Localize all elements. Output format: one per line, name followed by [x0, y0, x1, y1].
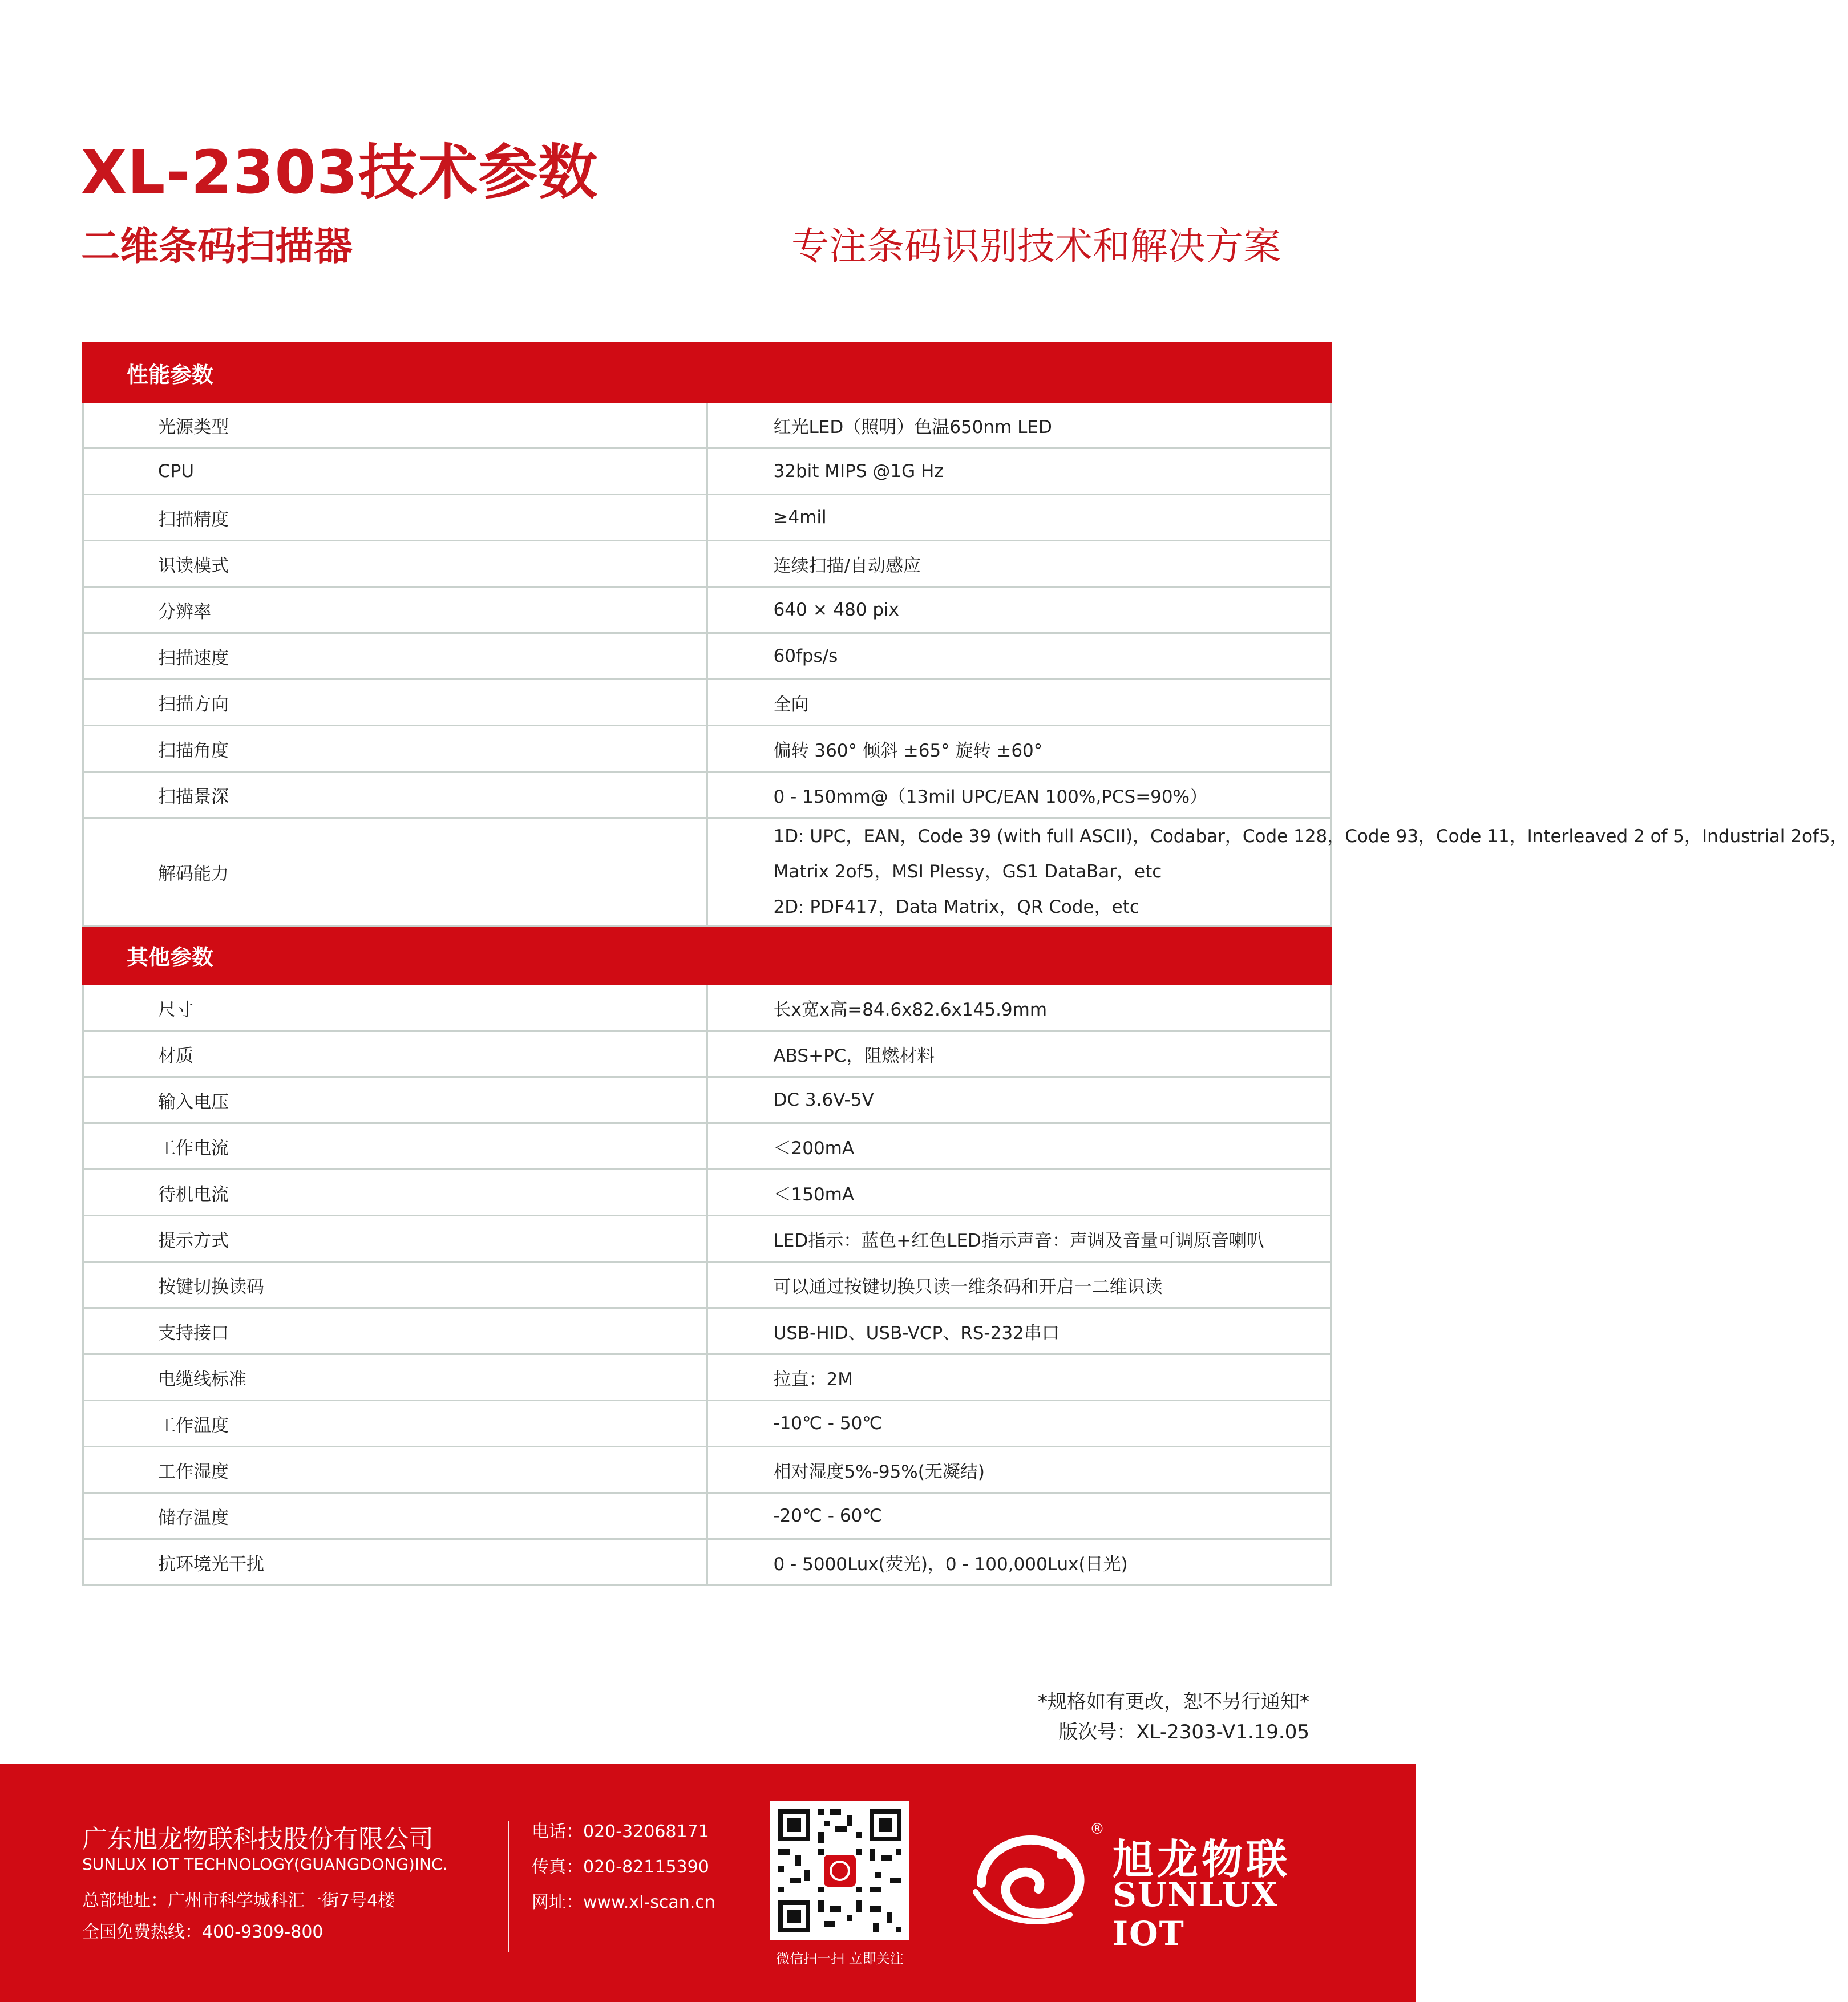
spec-value: -10℃ - 50℃: [707, 1401, 1331, 1447]
spec-label: 电缆线标准: [83, 1354, 707, 1401]
spec-value: ≥4mil: [707, 495, 1331, 541]
spec-label: 尺寸: [83, 985, 707, 1031]
spec-value: 0 - 150mm@（13mil UPC/EAN 100%,PCS=90%）: [707, 772, 1331, 818]
footer-divider: [508, 1821, 509, 1952]
spec-row: [83, 1401, 1331, 1447]
version-note: 版次号：XL-2303-V1.19.05: [1058, 1721, 1309, 1744]
spec-row: [83, 1354, 1331, 1401]
spec-label: 扫描方向: [83, 680, 707, 726]
spec-row: [83, 495, 1331, 541]
spec-value: 偏转 360° 倾斜 ±65° 旋转 ±60°: [707, 726, 1331, 772]
spec-row: [83, 680, 1331, 726]
logo-text-en: SUNLUX IOT: [1113, 1875, 1279, 1953]
spec-value: 长x宽x高=84.6x82.6x145.9mm: [707, 985, 1331, 1031]
spec-label: 按键切换读码: [83, 1262, 707, 1308]
spec-value: USB-HID、USB-VCP、RS-232串口: [707, 1308, 1331, 1354]
qr-caption: 微信扫一扫 立即关注: [776, 1951, 904, 1967]
disclaimer-note: *规格如有更改，恕不另行通知*: [1038, 1690, 1309, 1713]
spec-value: -20℃ - 60℃: [707, 1493, 1331, 1539]
section-header-other: [83, 926, 1331, 985]
spec-value: 640 × 480 pix: [707, 587, 1331, 633]
spec-row: [83, 1031, 1331, 1077]
spec-row: [83, 587, 1331, 633]
company-address: 总部地址：广州市科学城科汇一街7号4楼: [82, 1891, 395, 1911]
spec-table: [82, 342, 1848, 1586]
spec-label: 材质: [83, 1031, 707, 1077]
spec-value: 0 - 5000Lux(荧光)，0 - 100,000Lux(日光): [707, 1539, 1331, 1586]
page-subtitle: 二维条码扫描器: [81, 224, 353, 269]
spec-row-decode: [83, 818, 1331, 926]
spec-row: [83, 448, 1331, 495]
spec-row: [83, 1493, 1331, 1539]
spec-row: [83, 402, 1331, 448]
footer: [0, 1764, 1416, 2002]
logo-text-cn: 旭龙物联: [1113, 1835, 1291, 1883]
spec-label: 识读模式: [83, 541, 707, 587]
spec-value-decode: [707, 818, 1848, 926]
spec-label: 抗环境光干扰: [83, 1539, 707, 1586]
page-title: XL-2303技术参数: [81, 137, 599, 207]
spec-row: [83, 541, 1331, 587]
spec-label: 扫描景深: [83, 772, 707, 818]
spec-label: 工作湿度: [83, 1447, 707, 1493]
fax-number: 传真：020-82115390: [532, 1857, 709, 1877]
spec-label: 分辨率: [83, 587, 707, 633]
spec-row: [83, 633, 1331, 680]
spec-label: 解码能力: [83, 818, 707, 926]
spec-value: 连续扫描/自动感应: [707, 541, 1331, 587]
spec-row: [83, 1216, 1331, 1262]
decode-line-1d: 1D: UPC，EAN，Code 39 (with full ASCII)，Codabar，Code 128，Code 93，Code 11，Interleaved 2 of 5，Industrial 2of5，: [773, 826, 1848, 847]
slogan: 专注条码识别技术和解决方案: [791, 224, 1281, 268]
spec-label: 扫描精度: [83, 495, 707, 541]
spec-label: 扫描速度: [83, 633, 707, 680]
spec-value: 32bit MIPS @1G Hz: [707, 448, 1331, 495]
spec-value: 可以通过按键切换只读一维条码和开启一二维识读: [707, 1262, 1331, 1308]
company-name-en: SUNLUX IOT TECHNOLOGY(GUANGDONG)INC.: [82, 1855, 448, 1874]
spec-value: 红光LED（照明）色温650nm LED: [707, 402, 1331, 448]
spec-label: 储存温度: [83, 1493, 707, 1539]
spec-row: [83, 1077, 1331, 1123]
spec-label: 工作电流: [83, 1123, 707, 1170]
spec-label: 提示方式: [83, 1216, 707, 1262]
spec-label: 光源类型: [83, 402, 707, 448]
spec-row: [83, 1123, 1331, 1170]
spec-value: ABS+PC，阻燃材料: [707, 1031, 1331, 1077]
wechat-qr-code: [770, 1801, 909, 1940]
section-title: 其他参数: [83, 926, 1331, 985]
phone-number: 电话：020-32068171: [532, 1822, 709, 1842]
spec-row: [83, 985, 1331, 1031]
company-name: 广东旭龙物联科技股份有限公司: [82, 1825, 434, 1854]
spec-value: 全向: [707, 680, 1331, 726]
spec-label: 输入电压: [83, 1077, 707, 1123]
section-title: 性能参数: [83, 343, 1331, 402]
spec-row: [83, 1447, 1331, 1493]
registered-mark: ®: [1090, 1821, 1105, 1838]
dragon-logo-icon: [970, 1821, 1101, 1929]
spec-label: 扫描角度: [83, 726, 707, 772]
spec-row: [83, 1539, 1331, 1586]
spec-value: DC 3.6V-5V: [707, 1077, 1331, 1123]
spec-value: LED指示：蓝色+红色LED指示声音：声调及音量可调原音喇叭: [707, 1216, 1331, 1262]
spec-row: [83, 1170, 1331, 1216]
decode-line-2d: 2D: PDF417，Data Matrix，QR Code，etc: [773, 897, 1139, 917]
brand-logo: [970, 1821, 1335, 1953]
spec-value: ＜150mA: [707, 1170, 1331, 1216]
spec-label: 待机电流: [83, 1170, 707, 1216]
spec-value: 60fps/s: [707, 633, 1331, 680]
spec-value: ＜200mA: [707, 1123, 1331, 1170]
hotline: 全国免费热线：400-9309-800: [82, 1922, 323, 1942]
spec-value: 相对湿度5%-95%(无凝结): [707, 1447, 1331, 1493]
spec-value: 拉直：2M: [707, 1354, 1331, 1401]
decode-line-1d-cont: Matrix 2of5，MSI Plessy，GS1 DataBar，etc: [773, 862, 1162, 882]
spec-label: CPU: [83, 448, 707, 495]
spec-row: [83, 1262, 1331, 1308]
spec-label: 支持接口: [83, 1308, 707, 1354]
spec-row: [83, 1308, 1331, 1354]
website-link[interactable]: 网址：www.xl-scan.cn: [532, 1892, 715, 1912]
spec-label: 工作温度: [83, 1401, 707, 1447]
spec-row: [83, 726, 1331, 772]
spec-row: [83, 772, 1331, 818]
qr-code-icon: [770, 1801, 909, 1940]
section-header-performance: [83, 343, 1331, 402]
